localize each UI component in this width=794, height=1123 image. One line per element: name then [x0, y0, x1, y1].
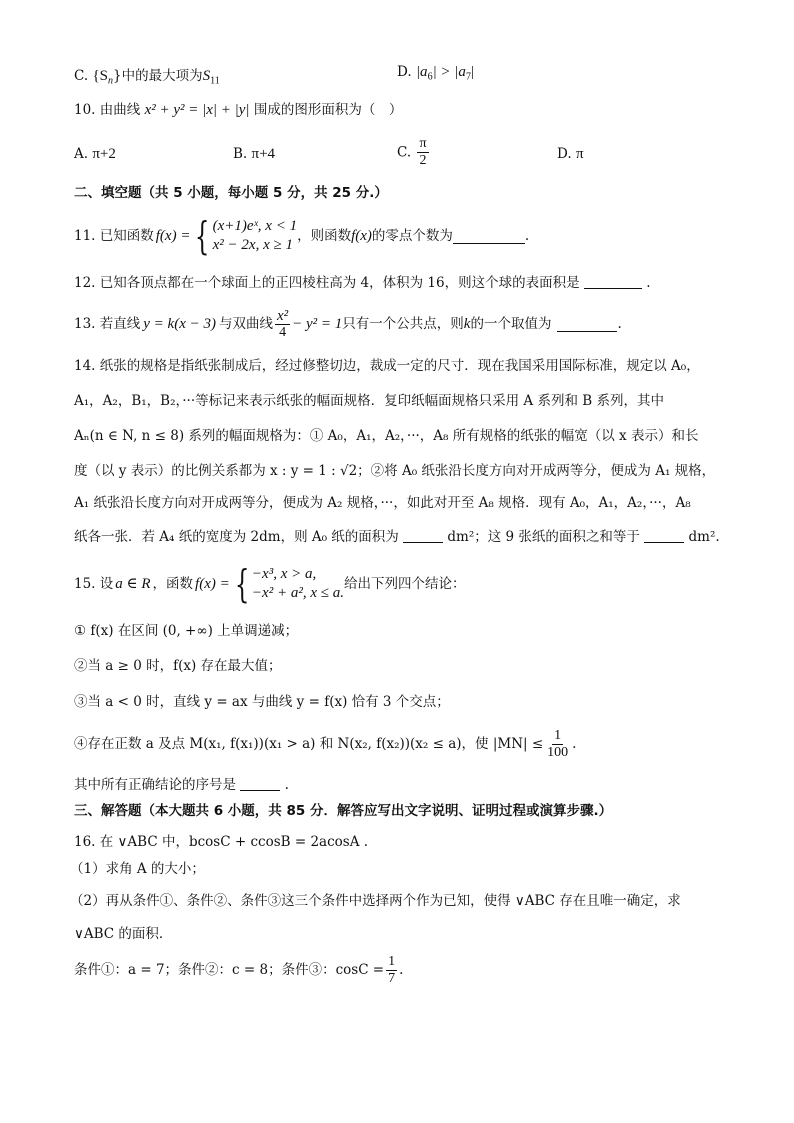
question-10-stem: 10. 由曲线 x² + y² = |x| + |y| 围成的图形面积为（ ） — [74, 102, 403, 118]
question-14-line-6: 纸各一张．若 A₄ 纸的宽度为 2dm，则 A₀ 纸的面积为 dm²；这 9 张纸的面积之和等于 dm². — [74, 529, 720, 545]
answer-blank — [557, 317, 617, 332]
q10-choice-d: D. π — [557, 146, 584, 162]
question-15-conclusion-3: ③当 a < 0 时，直线 y = ax 与曲线 y = f(x) 恰有 3 个交点； — [74, 694, 450, 710]
question-16-conditions: 条件①：a = 7；条件②：c = 8；条件③：cosC = $\frac{1}{7}$ . — [74, 953, 404, 986]
question-16-part-2: （2）再从条件①、条件②、条件③这三个条件中选择两个作为已知，使得 ∨ABC 存在且唯一确定，求 — [70, 893, 681, 909]
q10-choice-c: C. $\frac{\pi}{2}$ — [397, 136, 427, 168]
q9-choice-c: C. $\{S_n\}$中的最大项为$S_{11}$ — [74, 68, 220, 87]
brace-icon: { — [195, 214, 210, 258]
question-12: 12. 已知各顶点都在一个球面上的正四棱柱高为 4，体积为 16，则这个球的表面积是 . — [74, 275, 651, 291]
question-14-line-5: A₁ 纸张沿长度方向对开成两等分，便成为 A₂ 规格，···，如此对开至 A₈ 规格．现有 A₀，A₁，A₂，···，A₈ — [74, 495, 691, 511]
question-16-part-2-cont: ∨ABC 的面积． — [74, 926, 173, 942]
question-14-line-3: Aₙ(n ∈ N, n ≤ 8) 系列的幅面规格为：① A₀，A₁，A₂，···，A₈ 所有规格的纸张的幅宽（以 x 表示）和长 — [74, 428, 699, 444]
answer-blank — [240, 776, 280, 791]
section-2-title: 二、填空题（共 5 小题，每小题 5 分，共 25 分.） — [74, 185, 388, 201]
question-16-stem: 16. 在 ∨ABC 中，bcosC + ccosB = 2acosA . — [74, 834, 369, 850]
answer-blank — [403, 528, 443, 543]
answer-blank — [644, 528, 684, 543]
question-15-stem: 15. 设 a ∈ R ，函数 f(x) = { −x³, x > a, −x² + a², x ≤ a. 给出下列四个结论： — [74, 562, 466, 606]
question-14-line-1: 14. 纸张的规格是指纸张制成后，经过修整切边，裁成一定的尺寸．现在我国采用国际标准，规定以 A₀， — [74, 358, 700, 374]
answer-blank — [584, 274, 642, 289]
brace-icon: { — [234, 562, 250, 606]
q10-choice-a: A. π+2 — [74, 146, 116, 162]
question-14-line-2: A₁，A₂，B₁，B₂，···等标记来表示纸张的幅面规格．复印纸幅面规格只采用 A 系列和 B 系列，其中 — [74, 393, 664, 409]
question-16-part-1: （1）求角 A 的大小； — [70, 861, 205, 877]
question-15-answer: 其中所有正确结论的序号是 . — [74, 777, 289, 793]
section-3-title: 三、解答题（本大题共 6 小题，共 85 分．解答应写出文字说明、证明过程或演算步骤.） — [74, 803, 613, 819]
q9-choice-d: D. $|a_6| > |a_7|$ — [397, 64, 474, 83]
question-11: 11. 已知函数 f(x) = { (x+1)eˣ, x < 1 x² − 2x, x ≥ 1 ，则函数 f(x) 的零点个数为 . — [74, 214, 530, 258]
q10-choice-b: B. π+4 — [233, 146, 276, 162]
question-15-conclusion-4: ④存在正数 a 及点 M(x₁, f(x₁))(x₁ > a) 和 N(x₂, f(x₂))(x₂ ≤ a)，使 |MN| ≤ $\frac{1}{100}$ . — [74, 727, 577, 760]
question-14-line-4: 度（以 y 表示）的比例关系都为 x : y = 1 : √2；②将 A₀ 纸张沿长度方向对开成两等分，便成为 A₁ 规格， — [74, 463, 716, 479]
question-15-conclusion-2: ②当 a ≥ 0 时，f(x) 存在最大值； — [74, 658, 282, 674]
answer-blank — [453, 229, 525, 244]
question-15-conclusion-1: ① f(x) 在区间 (0, +∞) 上单调递减； — [74, 623, 299, 639]
question-13: 13. 若直线 y = k(x − 3) 与双曲线 $\frac{\text{x²}}{4}$ − y² = 1 只有一个公共点，则 k 的一个取值为 . — [74, 307, 622, 340]
